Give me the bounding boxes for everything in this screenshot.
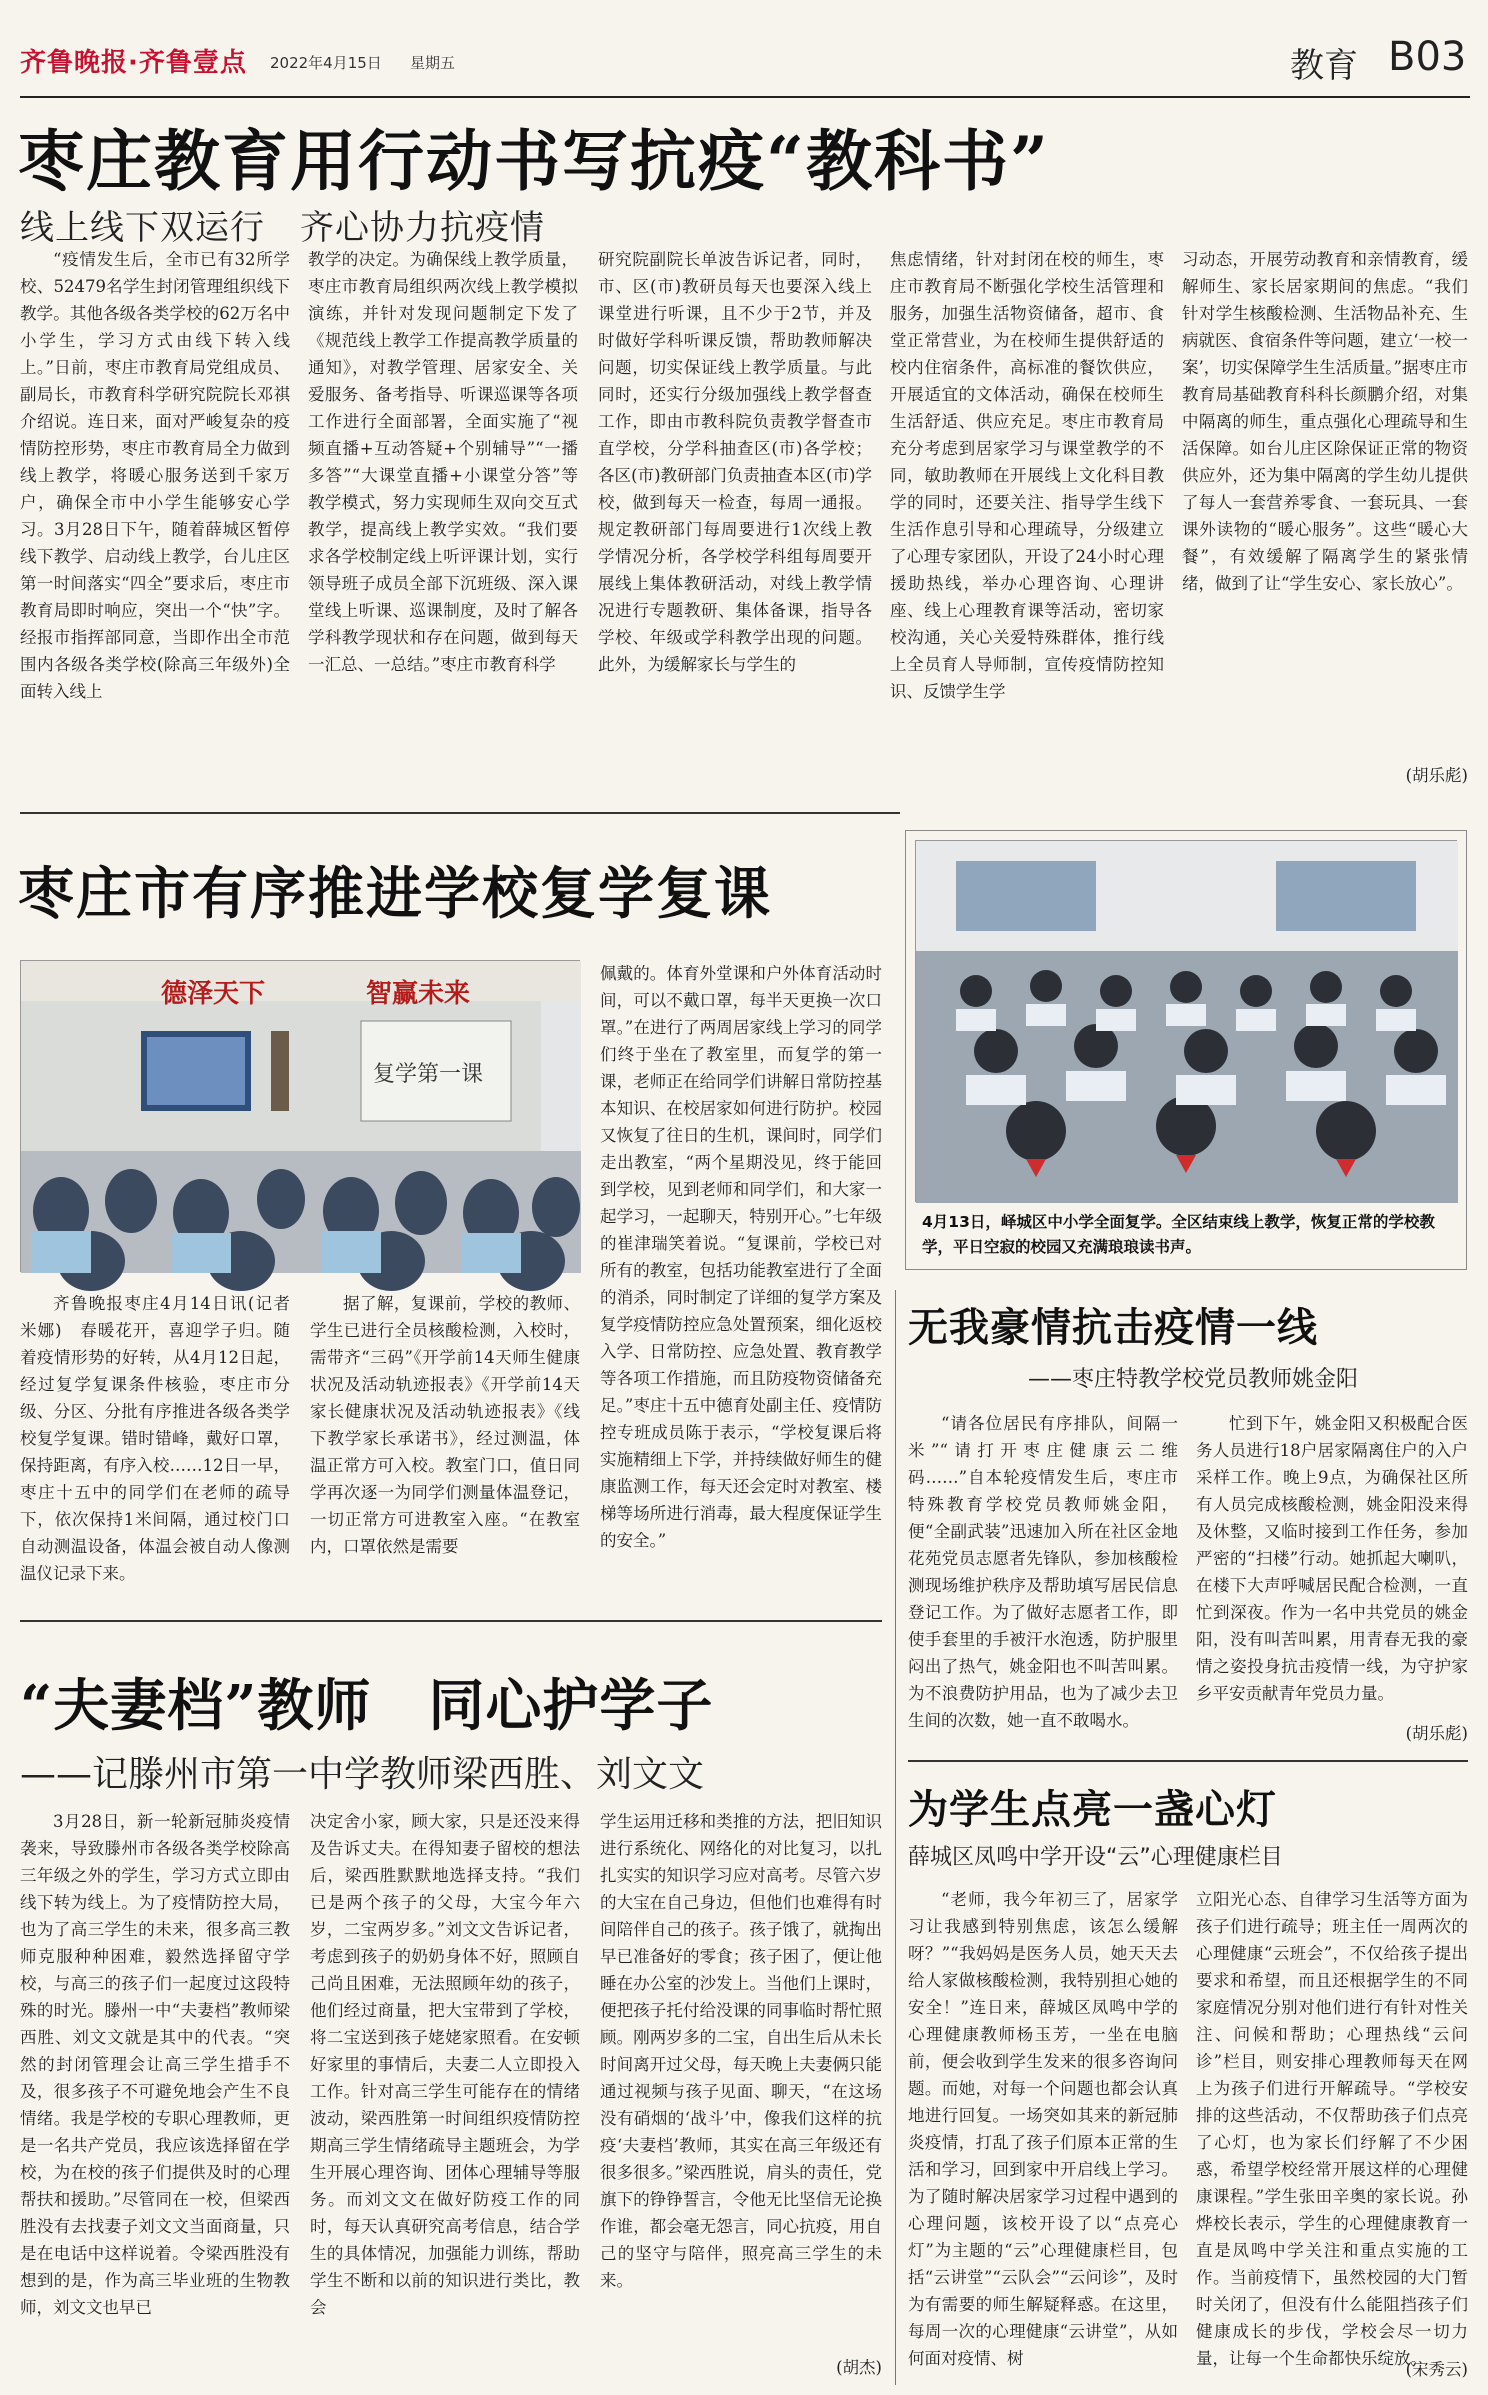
- article2-column-3: [600, 960, 882, 1600]
- photo2-caption: 4月13日，峄城区中小学全面复学。全区结束线上教学，恢复正常的学校教学，平日空寂的校园又充满琅琅读书声。: [922, 1213, 1435, 1256]
- article4-byline: (胡杰): [836, 2358, 882, 2377]
- issue-date: 2022年4月15日: [270, 54, 382, 72]
- article1-column-1: [20, 246, 290, 786]
- article5-column-1: [908, 1886, 1178, 2386]
- article1-paragraph-4: 焦虑情绪，针对封闭在校的师生，枣庄市教育局不断强化学校生活管理和服务，加强生活物资储备，超市、食堂正常营业，为在校师生提供舒适的校内住宿条件，高标准的餐饮供应，开展适宜的文体活动，确保在校师生生活舒适、供应充足。枣庄市教育局充分考虑到居家学习与课堂教学的不同，敏助教师在开展线上文化科目教学的同时，还要关注、指导学生线下生活作息引导和心理疏导，分级建立了心理专家团队，开设了24小时心理援助热线，举办心理咨询、心理讲座、线上心理教育课等活动，密切家校沟通，关心关爱特殊群体，推行线上全员育人导师制，宣传疫情防控知识、反馈学生学: [890, 250, 1164, 701]
- article5-paragraph-1: “老师，我今年初三了，居家学习让我感到特别焦虑，该怎么缓解呀？”“我妈妈是医务人员，她天天去给人家做核酸检测，我特别担心她的安全！”连日来，薛城区凤鸣中学的心理健康教师杨玉芳，一坐在电脑前，便会收到学生发来的很多咨询问题。而她，对每一个问题也都会认真地进行回复。一场突如其来的新冠肺炎疫情，打乱了孩子们原本正常的生活和学习，回到家中开启线上学习。为了随时解决居家学习过程中遇到的心理问题，该校开设了以“点亮心灯”为主题的“云”心理健康栏目，包括“云讲堂”“云队会”“云问诊”，及时为有需要的师生解疑释惑。在这里，每周一次的心理健康“云讲堂”，从如何面对疫情、树: [908, 1890, 1178, 2368]
- article4-column-2: [310, 1808, 580, 2378]
- article4-column-1: [20, 1808, 290, 2378]
- section-name: 教育: [1290, 46, 1358, 86]
- article1-column-2: [308, 246, 578, 786]
- article1-column-5: [1182, 246, 1468, 760]
- article1-title: 枣庄教育用行动书写抗疫“教科书”: [18, 122, 1050, 200]
- article4-paragraph-1: 3月28日，新一轮新冠肺炎疫情袭来，导致滕州市各级各类学校除高三年级之外的学生，学习方式立即由线下转为线上。为了疫情防控大局，也为了高三学生的未来，很多高三教师克服种种困难，毅然选择留守学校，与高三的孩子们一起度过这段特殊的时光。滕州一中“夫妻档”教师梁西胜、刘文文就是其中的代表。“突然的封闭管理会让高三学生措手不及，很多孩子不可避免地会产生不良情绪。我是学校的专职心理教师，更是一名共产党员，我应该选择留在学校，为在校的孩子们提供及时的心理帮扶和援助。”尽管同在一校，但梁西胜没有去找妻子刘文文当面商量，只是在电话中这样说着。令梁西胜没有想到的是，作为高三毕业班的生物教师，刘文文也早已: [20, 1812, 290, 2317]
- article1-byline: (胡乐彪): [1405, 766, 1468, 785]
- article2-paragraph-1: 齐鲁晚报枣庄4月14日讯(记者 米娜) 春暖花开，喜迎学子归。随着疫情形势的好转，从4月12日起，经过复学复课条件核验，枣庄市分级、分区、分批有序推进各级各类学校复学复课。错时错峰，戴好口罩，保持距离，有序入校……12日一早，枣庄十五中的同学们在老师的疏导下，依次保持1米间隔，通过校门口自动测温设备，体温会被自动人像测温仪记录下来。: [20, 1294, 307, 1583]
- photo-banner-left: 德泽天下: [161, 979, 266, 1009]
- article2-title: 枣庄市有序推进学校复学复课: [18, 861, 772, 927]
- article4-paragraph-2: 决定舍小家，顾大家，只是还没来得及告诉丈夫。在得知妻子留校的想法后，梁西胜默默地选择支持。“我们已是两个孩子的父母，大宝今年六岁，二宝两岁多。”刘文文告诉记者，考虑到孩子的奶奶身体不好，照顾自己尚且困难，无法照顾年幼的孩子，他们经过商量，把大宝带到了学校，将二宝送到孩子姥姥家照看。在安顿好家里的事情后，夫妻二人立即投入工作。针对高三学生可能存在的情绪波动，梁西胜第一时间组织疫情防控期高三学生情绪疏导主题班会，为学生开展心理咨询、团体心理辅导等服务。而刘文文在做好防疫工作的同时，每天认真研究高考信息，结合学生的具体情况，加强能力训练，帮助学生不断和以前的知识进行类比，教会: [310, 1812, 580, 2317]
- classroom-photo: [20, 960, 580, 1272]
- section-divider-3: [908, 1760, 1468, 1762]
- article1-paragraph-1: “疫情发生后，全市已有32所学校、52479名学生封闭管理组织线下教学。其他各级各类学校的62万名中小学生，学习方式由线下转入线上。”日前，枣庄市教育局党组成员、副局长，市教育科学研究院院长邓祺介绍说。连日来，面对严峻复杂的疫情防控形势，枣庄市教育局全力做到线上教学，将暖心服务送到千家万户，确保全市中小学生能够安心学习。3月28日下午，随着薛城区暂停线下教学、启动线上教学，台儿庄区第一时间落实“四全”要求后，枣庄市教育局即时响应，突出一个“快”字。经报市指挥部同意，当即作出全市范围内各级各类学校(除高三年级外)全面转入线上: [20, 250, 290, 701]
- article1-paragraph-3: 研究院副院长单波告诉记者，同时，市、区(市)教研员每天也要深入线上课堂进行听课，且不少于2节，并及时做好学科听课反馈，帮助教师解决问题，切实保证线上教学质量。与此同时，还实行分级加强线上教学督查工作，即由市教科院负责教学督查市直学校，分学科抽查区(市)各学校；各区(市)教研部门负责抽查本区(市)学校，做到每天一检查，每周一通报。规定教研部门每周要进行1次线上教学情况分析，各学校学科组每周要开展线上集体教研活动，对线上教学情况进行专题教研、集体备课，指导各学校、年级或学科教学出现的问题。此外，为缓解家长与学生的: [598, 250, 872, 674]
- article3-column-1: [908, 1410, 1178, 1750]
- masthead: [0, 0, 1488, 100]
- article2-column-1: [20, 1290, 307, 1600]
- issue-weekday: 星期五: [410, 54, 456, 72]
- article1-column-3: [598, 246, 872, 786]
- photo-board-text: 复学第一课: [373, 1062, 484, 1087]
- article4-title: “夫妻档”教师 同心护学子: [20, 1673, 714, 1739]
- column-divider: [895, 1290, 896, 2385]
- article1-paragraph-5: 习动态，开展劳动教育和亲情教育，缓解师生、家长居家期间的焦虑。“我们针对学生核酸检测、生活物品补充、生病就医、食宿条件等问题，建立‘一校一案’，切实保障学生生活质量。”据枣庄市教育局基础教育科科长颜鹏介绍，对集中隔离的师生，重点强化心理疏导和生活保障。如台儿庄区除保证正常的物资供应外，还为集中隔离的学生幼儿提供了每人一套营养零食、一套玩具、一套课外读物的“暖心服务”。这些“暖心大餐”，有效缓解了隔离学生的紧张情绪，做到了让“学生安心、家长放心”。: [1182, 250, 1468, 593]
- article1-subtitle: 线上线下双运行 齐心协力抗疫情: [20, 208, 545, 248]
- newspaper-logo: 齐鲁晚报·齐鲁壹点: [20, 48, 247, 78]
- classroom-photo-illustration: [21, 961, 581, 1273]
- section-divider-1: [20, 812, 900, 814]
- article2-paragraph-2: 据了解，复课前，学校的教师、学生已进行全员核酸检测，入校时，需带齐“三码”《开学前14天师生健康状况及活动轨迹报表》《开学前14天家长健康状况及活动轨迹报表》《线下教学家长承诺书》，经过测温，体温正常方可入校。教室门口，值日同学再次逐一为同学们测量体温登记，一切正常方可进教室入座。“在教室内，口罩依然是需要: [310, 1294, 580, 1556]
- article5-paragraph-2: 立阳光心态、自律学习生活等方面为孩子们进行疏导；班主任一周两次的心理健康“云班会”，不仅给孩子提出要求和希望，而且还根据学生的不同家庭情况分别对他们进行有针对性关注、问候和帮助；心理热线“云问诊”栏目，则安排心理教师每天在网上为孩子们进行开解疏导。“学校安排的这些活动，不仅帮助孩子们点亮了心灯，也为家长们纾解了不少困惑，希望学校经常开展这样的心理健康课程。”学生张田辛奥的家长说。孙烨校长表示，学生的心理健康教育一直是凤鸣中学关注和重点实施的工作。当前疫情下，虽然校园的大门暂时关闭了，但没有什么能阻挡孩子们健康成长的步伐，学校会尽一切力量，让每一个生命都快乐绽放。: [1196, 1890, 1468, 2368]
- section-divider-2: [20, 1620, 882, 1622]
- photo-banner-right: 智赢未来: [366, 979, 471, 1009]
- article3-paragraph-2: 忙到下午，姚金阳又积极配合医务人员进行18户居家隔离住户的入户采样工作。晚上9点，为确保社区所有人员完成核酸检测，姚金阳没来得及休整，又临时接到工作任务，参加严密的“扫楼”行动。她抓起大喇叭，在楼下大声呼喊居民配合检测，一直忙到深夜。作为一名中共党员的姚金阳，没有叫苦叫累，用青春无我的豪情之姿投身抗击疫情一线，为守护家乡平安贡献青年党员力量。: [1196, 1414, 1468, 1703]
- article3-column-2: [1196, 1410, 1468, 1740]
- article4-subtitle: ——记滕州市第一中学教师梁西胜、刘文文: [20, 1754, 705, 1795]
- students-photo-illustration: [916, 841, 1458, 1203]
- article5-byline: (宋秀云): [1405, 2360, 1468, 2379]
- article5-column-2: [1196, 1886, 1468, 2368]
- article3-subtitle: ——枣庄特教学校党员教师姚金阳: [1028, 1367, 1359, 1392]
- students-photo: [915, 840, 1457, 1202]
- article1-column-4: [890, 246, 1164, 786]
- article5-title: 为学生点亮一盏心灯: [908, 1786, 1277, 1833]
- article2-paragraph-3: 佩戴的。体育外堂课和户外体育活动时间，可以不戴口罩，每半天更换一次口罩。”在进行了两周居家线上学习的同学们终于坐在了教室里，而复学的第一课，老师正在给同学们讲解日常防控基本知识、在校居家如何进行防护。校园又恢复了往日的生机，课间时，同学们走出教室，“两个星期没见，终于能回到学校，见到老师和同学们，和大家一起学习，一起聊天，特别开心。”七年级的崔津瑞笑着说。“复课前，学校已对所有的教室，包括功能教室进行了全面的消杀，同时制定了详细的复学方案及复学疫情防控应急处置预案，细化返校入学、日常防控、应急处置、教育教学等各项工作措施，而且防疫物资储备充足。”枣庄十五中德育处副主任、疫情防控专班成员陈于表示，“学校复课后将实施精细上下学，并持续做好师生的健康监测工作，每天还会定时对教室、楼梯等场所进行消毒，最大程度保证学生的安全。”: [600, 964, 882, 1550]
- article2-column-2: [310, 1290, 580, 1600]
- article4-paragraph-3: 学生运用迁移和类推的方法，把旧知识进行系统化、网络化的对比复习，以扎扎实实的知识学习应对高考。尽管六岁的大宝在自己身边，但他们也难得有时间陪伴自己的孩子。孩子饿了，就掏出早已准备好的零食；孩子困了，便让他睡在办公室的沙发上。当他们上课时，便把孩子托付给没课的同事临时帮忙照顾。刚两岁多的二宝，自出生后从未长时间离开过父母，每天晚上夫妻俩只能通过视频与孩子见面、聊天，“在这场没有硝烟的‘战斗’中，像我们这样的抗疫‘夫妻档’教师，其实在高三年级还有很多很多。”梁西胜说，肩头的责任，党旗下的铮铮誓言，令他无比坚信无论换作谁，都会毫无怨言，同心抗疫，用自己的坚守与陪伴，照亮高三学生的未来。: [600, 1812, 882, 2290]
- article4-column-3: [600, 1808, 882, 2352]
- article3-title: 无我豪情抗击疫情一线: [908, 1304, 1318, 1351]
- masthead-rule: [20, 96, 1470, 98]
- page-number: B03: [1388, 34, 1467, 80]
- article1-paragraph-2: 教学的决定。为确保线上教学质量，枣庄市教育局组织两次线上教学模拟演练，并针对发现问题制定下发了《规范线上教学工作提高教学质量的通知》，对教学管理、居家安全、关爱服务、备考指导、听课巡课等各项工作进行全面部署，全面实施了“视频直播+互动答疑+个别辅导”“一播多答”“大课堂直播+小课堂分答”等教学模式，努力实现师生双向交互式教学，提高线上教学实效。“我们要求各学校制定线上听评课计划，实行领导班子成员全部下沉班级、深入课堂线上听课、巡课制度，及时了解各学科教学现状和存在问题，做到每天一汇总、一总结。”枣庄市教育科学: [308, 250, 578, 674]
- article5-subtitle: 薛城区凤鸣中学开设“云”心理健康栏目: [908, 1845, 1283, 1870]
- article3-paragraph-1: “请各位居民有序排队，间隔一米”“请打开枣庄健康云二维码……”自本轮疫情发生后，枣庄市特殊教育学校党员教师姚金阳，便“全副武装”迅速加入所在社区金地花苑党员志愿者先锋队，参加核酸检测现场维护秩序及帮助填写居民信息登记工作。为了做好志愿者工作，即使手套里的手被汗水泡透，防护服里闷出了热气，姚金阳也不叫苦叫累。为不浪费防护用品，也为了减少去卫生间的次数，她一直不敢喝水。: [908, 1414, 1178, 1730]
- article3-byline: (胡乐彪): [1405, 1724, 1468, 1743]
